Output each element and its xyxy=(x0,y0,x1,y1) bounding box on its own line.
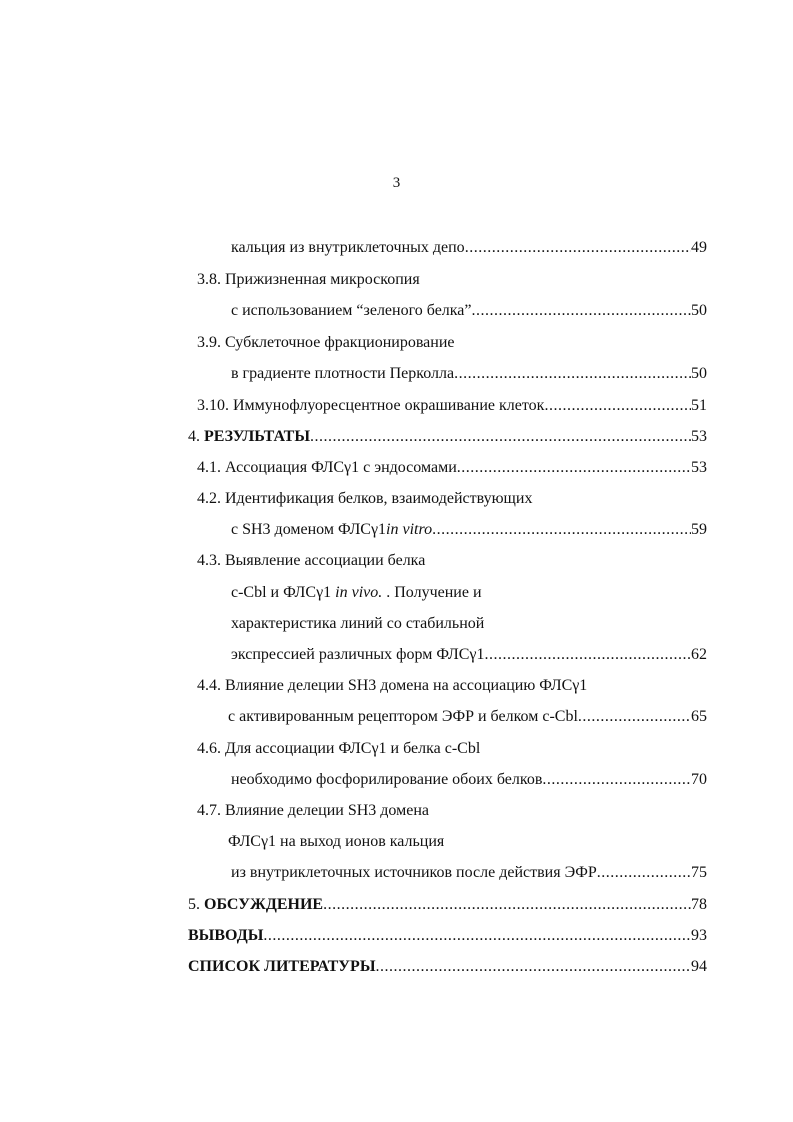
dot-leader xyxy=(542,769,691,791)
dot-leader xyxy=(432,519,691,541)
page-number: 3 xyxy=(392,175,401,191)
toc-entry: в градиенте плотности Перколла ..... 50 xyxy=(231,363,707,385)
toc-chapter: 5. ОБСУЖДЕНИЕ ..... 78 xyxy=(188,894,707,916)
toc-page: 75 xyxy=(691,864,707,881)
toc-page: 78 xyxy=(691,896,707,913)
dot-leader xyxy=(310,426,691,448)
dot-leader xyxy=(484,644,691,666)
dot-leader xyxy=(263,925,691,947)
toc-entry: экспрессией различных форм ФЛСγ1 ..... 62 xyxy=(231,644,707,666)
toc-entry: с SH3 доменом ФЛСγ1 in vitro ..... 59 xyxy=(231,519,707,541)
dot-leader xyxy=(323,894,691,916)
toc-entry: 4.1. Ассоциация ФЛСγ1 с эндосомами ..... 53 xyxy=(197,457,707,479)
toc-entry: из внутриклеточных источников после действия ЭФР ..... 75 xyxy=(231,862,707,884)
toc-heading: 3.9. Субклеточное фракционирование xyxy=(197,334,455,351)
toc-heading: 4.2. Идентификация белков, взаимодействующих xyxy=(197,490,533,507)
toc-page: 93 xyxy=(691,927,707,944)
dot-leader xyxy=(472,300,691,322)
toc-heading: 3.8. Прижизненная микроскопия xyxy=(197,271,420,288)
toc-page: 70 xyxy=(691,771,707,788)
toc-page: 59 xyxy=(691,521,707,538)
toc-page: 50 xyxy=(691,302,707,319)
toc-entry: с активированным рецептором ЭФР и белком c-Cbl ..... 65 xyxy=(228,706,707,728)
toc-chapter: СПИСОК ЛИТЕРАТУРЫ ..... 94 xyxy=(188,956,707,978)
dot-leader xyxy=(597,862,691,884)
toc-page: 51 xyxy=(691,397,707,414)
toc-page: 65 xyxy=(691,708,707,725)
toc-heading: 4.4. Влияние делеции SH3 домена на ассоциацию ФЛСγ1 xyxy=(197,677,588,694)
toc-page: 50 xyxy=(691,365,707,382)
dot-leader xyxy=(465,237,691,259)
toc-heading: ФЛСγ1 на выход ионов кальция xyxy=(228,833,445,850)
toc-page: 53 xyxy=(691,459,707,476)
toc-heading: c-Cbl и ФЛСγ1 in vivo. . Получение и xyxy=(231,584,482,601)
dot-leader xyxy=(544,395,691,417)
toc-page: 53 xyxy=(691,428,707,445)
toc-heading: 4.3. Выявление ассоциации белка xyxy=(197,552,426,569)
toc-chapter: ВЫВОДЫ ..... 93 xyxy=(188,925,707,947)
toc-entry: с использованием “зеленого белка” ..... 50 xyxy=(231,300,707,322)
toc-page: 94 xyxy=(691,958,707,975)
dot-leader xyxy=(457,457,691,479)
dot-leader xyxy=(376,956,691,978)
toc-entry: необходимо фосфорилирование обоих белков ..... 70 xyxy=(231,769,707,791)
toc-chapter: 4. РЕЗУЛЬТАТЫ ..... 53 xyxy=(188,426,707,448)
toc-entry: кальция из внутриклеточных депо ..... 49 xyxy=(231,237,707,259)
toc-heading: характеристика линий со стабильной xyxy=(231,615,485,632)
toc-heading: 4.7. Влияние делеции SH3 домена xyxy=(197,802,429,819)
toc-page: 62 xyxy=(691,646,707,663)
toc-heading: 4.6. Для ассоциации ФЛСγ1 и белка c-Cbl xyxy=(197,740,481,757)
toc-entry: 3.10. Иммунофлуоресцентное окрашивание клеток ..... 51 xyxy=(197,395,707,417)
dot-leader xyxy=(578,706,691,728)
toc-page: 49 xyxy=(691,239,707,256)
dot-leader xyxy=(454,363,691,385)
